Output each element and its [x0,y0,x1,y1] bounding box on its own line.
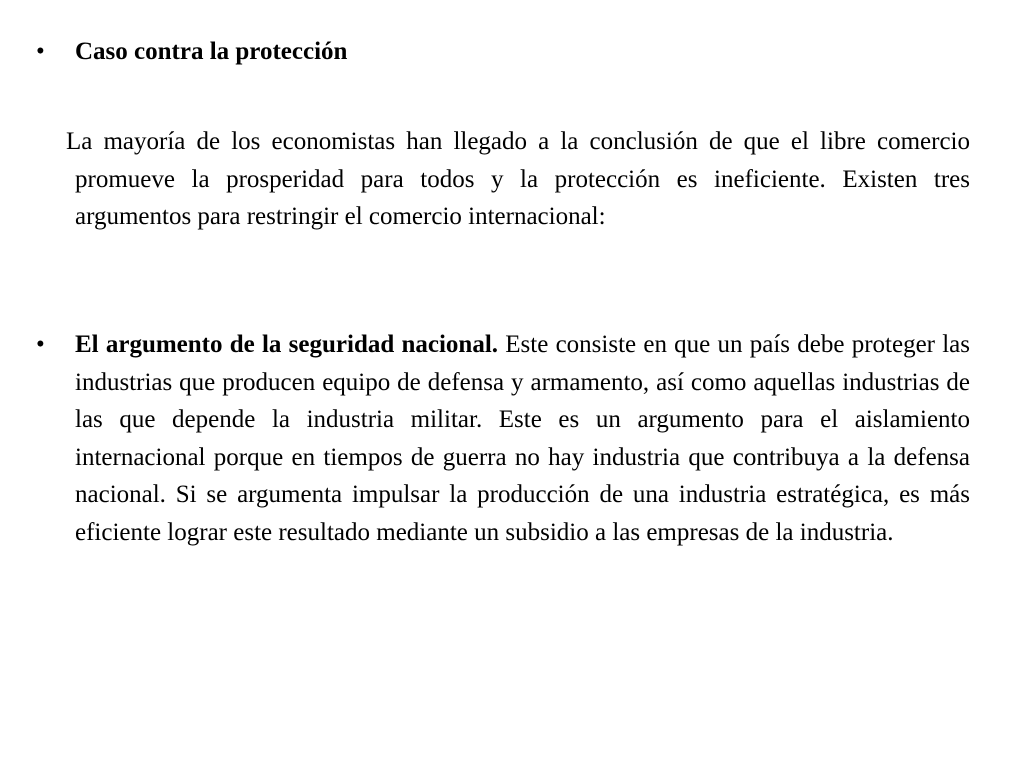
bullet-icon: • [36,331,45,358]
bullet-icon: • [36,38,45,65]
argument-paragraph [75,326,970,551]
intro-paragraph: La mayoría de los economistas han llegado a la conclusión de que el libre comercio promueve la prosperidad para todos y la protección es ineficiente. Existen tres argumentos para restringir el comercio internacional: [66,128,970,230]
heading-title: Caso contra la protección [75,38,348,65]
argument-title: El argumento de la seguridad nacional. [75,331,499,358]
heading-text-container [75,33,970,71]
argument-bullet-item [36,326,970,551]
argument-body: Este consiste en que un país debe proteger las industrias que producen equipo de defensa y armamento, así como aquellas industrias de las que depende la industria militar. Este es un argumento para el aislamiento internacional porque en tiempos de guerra no hay industria que contribuya a la defensa nacional. Si se argumenta impulsar la producción de una industria estratégica, es más eficiente lograr este resultado mediante un subsidio a las empresas de la industria. [75,331,970,546]
heading-bullet-item [36,33,970,71]
